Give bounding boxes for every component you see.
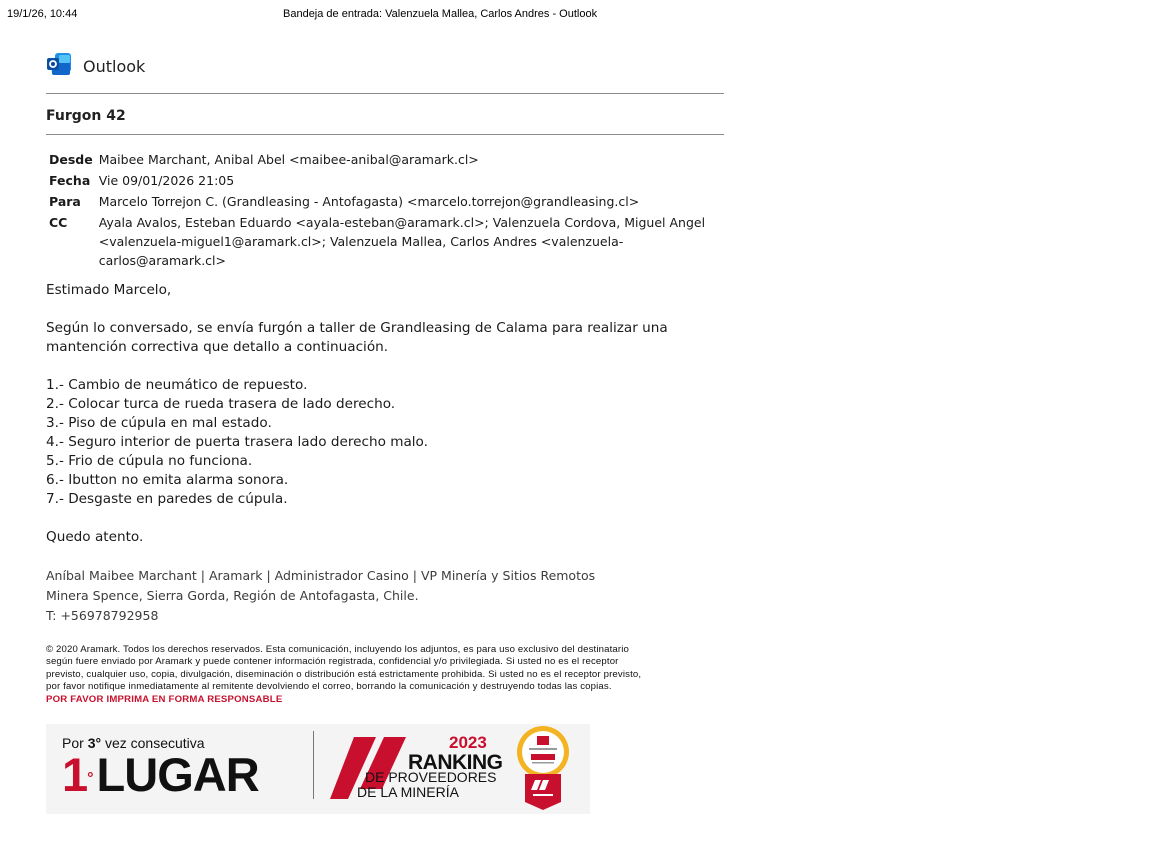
ranking-subtitle-2: DE LA MINERÍA [357, 784, 459, 800]
banner-first-place [62, 735, 259, 801]
list-item: 3.- Piso de cúpula en mal estado. [46, 415, 272, 431]
from-label: Desde [49, 152, 93, 167]
email-headers [46, 150, 724, 270]
from-value: Maibee Marchant, Anibal Abel <maibee-anibal@aramark.cl> [98, 152, 479, 167]
print-datetime: 19/1/26, 10:44 [7, 8, 78, 20]
signature-line-2: Minera Spence, Sierra Gorda, Región de Antofagasta, Chile. [46, 588, 419, 603]
list-item: 2.- Colocar turca de rueda trasera de lado derecho. [46, 396, 396, 412]
email-body [46, 281, 736, 547]
header-row-date [46, 171, 724, 192]
legal-disclaimer [46, 644, 646, 706]
header-row-to [46, 192, 724, 213]
award-badge-icon [515, 724, 571, 812]
banner-suffix: vez consecutiva [101, 735, 205, 751]
brand-name: Outlook [83, 56, 146, 76]
to-value: Marcelo Torrejon C. (Grandleasing - Antofagasta) <marcelo.torrejon@grandleasing.cl> [98, 194, 640, 209]
subject-divider [46, 134, 724, 135]
intro-paragraph: Según lo conversado, se envía furgón a taller de Grandleasing de Calama para realizar una mantención correctiva que detallo a continuación. [46, 320, 668, 355]
header-row-from [46, 150, 724, 171]
outlook-brand [47, 54, 145, 78]
cc-label: CC [49, 215, 68, 230]
signature-line-1: Aníbal Maibee Marchant | Aramark | Administrador Casino | VP Minería y Sitios Remotos [46, 568, 596, 583]
banner-place-number: 1 [62, 748, 88, 801]
signature-line-3: T: +56978792958 [46, 608, 159, 623]
header-divider [46, 93, 724, 94]
banner-prefix: Por [62, 735, 88, 751]
list-item: 6.- Ibutton no emita alarma sonora. [46, 472, 289, 488]
date-value: Vie 09/01/2026 21:05 [98, 173, 235, 188]
banner-place-word: LUGAR [96, 748, 259, 801]
header-row-cc [46, 213, 724, 270]
list-item: 1.- Cambio de neumático de repuesto. [46, 377, 308, 393]
date-label: Fecha [49, 173, 91, 188]
banner-first-place-title [62, 749, 259, 801]
ranking-title: RANKING [408, 751, 503, 774]
cc-value: Ayala Avalos, Esteban Eduardo <ayala-esteban@aramark.cl>; Valenzuela Cordova, Miguel Angel <valenzuela-miguel1@aramark.cl>; Valenzuela Mallea, Carlos Andres <valenzuela-carlos@aramark.cl> [98, 215, 706, 268]
signature [46, 566, 595, 626]
repair-list [46, 376, 736, 509]
ranking-year: 2023 [449, 733, 487, 752]
list-item: 5.- Frio de cúpula no funciona. [46, 453, 253, 469]
closing: Quedo atento. [46, 529, 144, 545]
ranking-subtitle-1: DE PROVEEDORES [365, 769, 497, 785]
print-page-title: Bandeja de entrada: Valenzuela Mallea, Carlos Andres - Outlook [283, 8, 598, 20]
greeting: Estimado Marcelo, [46, 282, 172, 298]
banner-divider [313, 731, 314, 799]
banner-place-ord: ° [87, 770, 93, 787]
legal-text: © 2020 Aramark. Todos los derechos reservados. Esta comunicación, incluyendo los adjuntos, es para uso exclusivo del destinatario según fuere enviado por Aramark y puede contener información registrada, confidencial y/o privilegiada. Si usted no es el receptor previsto, cualquier uso, copia, divulgación, diseminación o distribución está estrictamente prohibida. Si usted no es el receptor previsto, por favor notifique inmediatamente al remitente devolviendo el correo, borrando la comunicación y destruyendo todas las copias. [46, 644, 642, 693]
list-item: 4.- Seguro interior de puerta trasera lado derecho malo. [46, 434, 428, 450]
to-label: Para [49, 194, 81, 209]
banner-ordinal: 3° [87, 735, 102, 751]
list-item: 7.- Desgaste en paredes de cúpula. [46, 491, 288, 507]
outlook-logo-icon [47, 52, 72, 80]
email-subject: Furgon 42 [46, 108, 126, 124]
print-responsibly-notice: POR FAVOR IMPRIMA EN FORMA RESPONSABLE [46, 693, 283, 705]
